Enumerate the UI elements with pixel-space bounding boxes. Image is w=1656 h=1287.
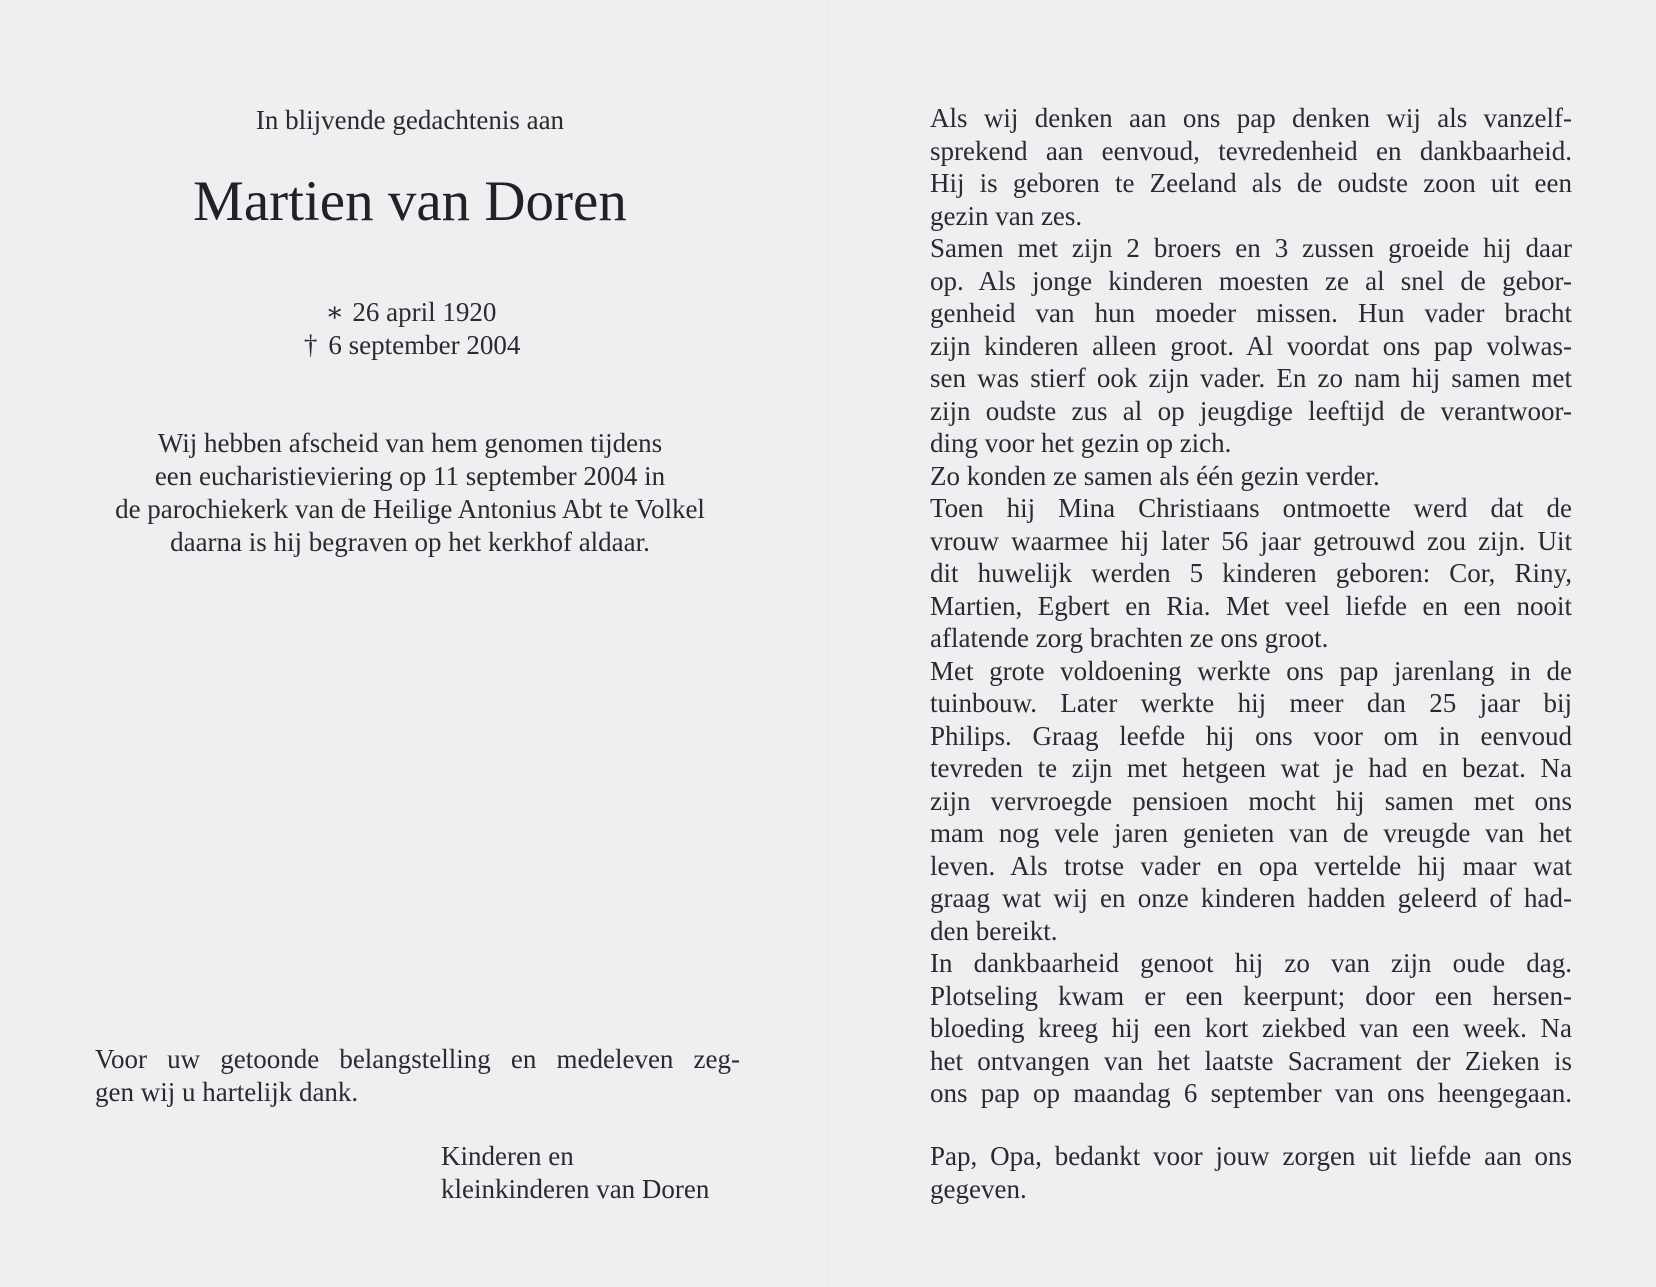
closing-line: Pap, Opa, bedankt voor jouw zorgen uit liefde aan ons [930,1141,1572,1171]
story-line: Met grote voldoening werkte ons pap jarenlang in de [930,655,1572,686]
death-symbol: † [303,330,318,360]
story-line: sen was stierf ook zijn vader. En zo nam hij samen met [930,363,1572,393]
signoff-line: kleinkinderen van Doren [441,1174,710,1204]
story-line: bloeding kreeg hij een kort ziekbed van een week. Na [930,1013,1572,1043]
story-line: mam nog vele jaren genieten van de vreugde van het [930,818,1572,848]
story-line: Philips. Graag leefde hij ons voor om in eenvoud [930,720,1572,751]
intro-text: In blijvende gedachtenis aan [255,105,565,135]
farewell-line: daarna is hij begraven op het kerkhof aldaar. [170,527,650,557]
farewell-line: Wij hebben afscheid van hem genomen tijdens [157,428,663,458]
death-date-line [80,329,740,362]
story-line: Als wij denken aan ons pap denken wij als vanzelf- [930,103,1572,133]
story-line: op. Als jonge kinderen moesten ze al snel de gebor- [930,265,1572,296]
story-line: het ontvangen van het laatste Sacrament der Zieken is [930,1045,1572,1076]
story-line: graag wat wij en onze kinderen hadden geleerd of had- [930,883,1572,913]
farewell-line: een eucharistieviering op 11 september 2004 in [154,461,666,491]
story-line: Toen hij Mina Christiaans ontmoette werd dat de [930,493,1572,523]
birth-date-line [80,296,740,329]
closing-paragraph [930,1140,1572,1205]
story-line: vrouw waarmee hij later 56 jaar getrouwd zou zijn. Uit [930,525,1572,556]
story-line: leven. Als trotse vader en opa vertelde hij maar wat [930,850,1572,881]
story-line: sprekend aan eenvoud, tevredenheid en dankbaarheid. [930,135,1572,166]
birth-date: 26 april 1920 [352,297,497,327]
story-line: Zo konden ze samen als één gezin verder. [930,460,1380,491]
story-line: ons pap op maandag 6 september van ons heengegaan. [930,1078,1572,1108]
story-line: tevreden te zijn met hetgeen wat je had en bezat. Na [930,753,1572,783]
story-line: dit huwelijk werden 5 kinderen geboren: Cor, Riny, [930,558,1572,588]
story-line: zijn vervroegde pensioen mocht hij samen met ons [930,785,1572,816]
birth-symbol: ∗ [325,297,344,327]
deceased-name: Martien van Doren [193,170,627,233]
story-line: Martien, Egbert en Ria. Met veel liefde en een nooit [930,590,1572,621]
story-line: zijn oudste zus al op jeugdige leeftijd de verantwoor- [930,395,1572,426]
closing-line: gegeven. [930,1173,1027,1204]
story-line: genheid van hun moeder missen. Hun vader bracht [930,298,1572,328]
family-signoff [441,1140,751,1206]
story-line: zijn kinderen alleen groot. Al voordat ons pap volwas- [930,330,1572,361]
signoff-line: Kinderen en [441,1141,574,1171]
story-line: tuinbouw. Later werkte hij meer dan 25 jaar bij [930,688,1572,718]
story-line: In dankbaarheid genoot hij zo van zijn oude dag. [930,948,1572,978]
death-date: 6 september 2004 [328,330,521,360]
story-line: gezin van zes. [930,200,1083,231]
story-line: aflatende zorg brachten ze ons groot. [930,623,1329,653]
story-line: den bereikt. [930,915,1058,946]
thanks-paragraph [95,1043,740,1109]
story-line: Plotseling kwam er een keerpunt; door een hersen- [930,980,1572,1011]
card-fold [828,0,830,1287]
life-dates [80,296,740,362]
farewell-paragraph [80,427,740,559]
story-line: Samen met zijn 2 broers en 3 zussen groeide hij daar [930,233,1572,263]
story-line: ding voor het gezin op zich. [930,428,1232,458]
life-story [930,102,1572,1110]
farewell-line: de parochiekerk van de Heilige Antonius Abt te Volkel [115,494,705,524]
story-line: Hij is geboren te Zeeland als de oudste zoon uit een [930,168,1572,198]
thanks-line: Voor uw getoonde belangstelling en medeleven zeg- [95,1044,740,1074]
thanks-line: gen wij u hartelijk dank. [95,1077,359,1107]
